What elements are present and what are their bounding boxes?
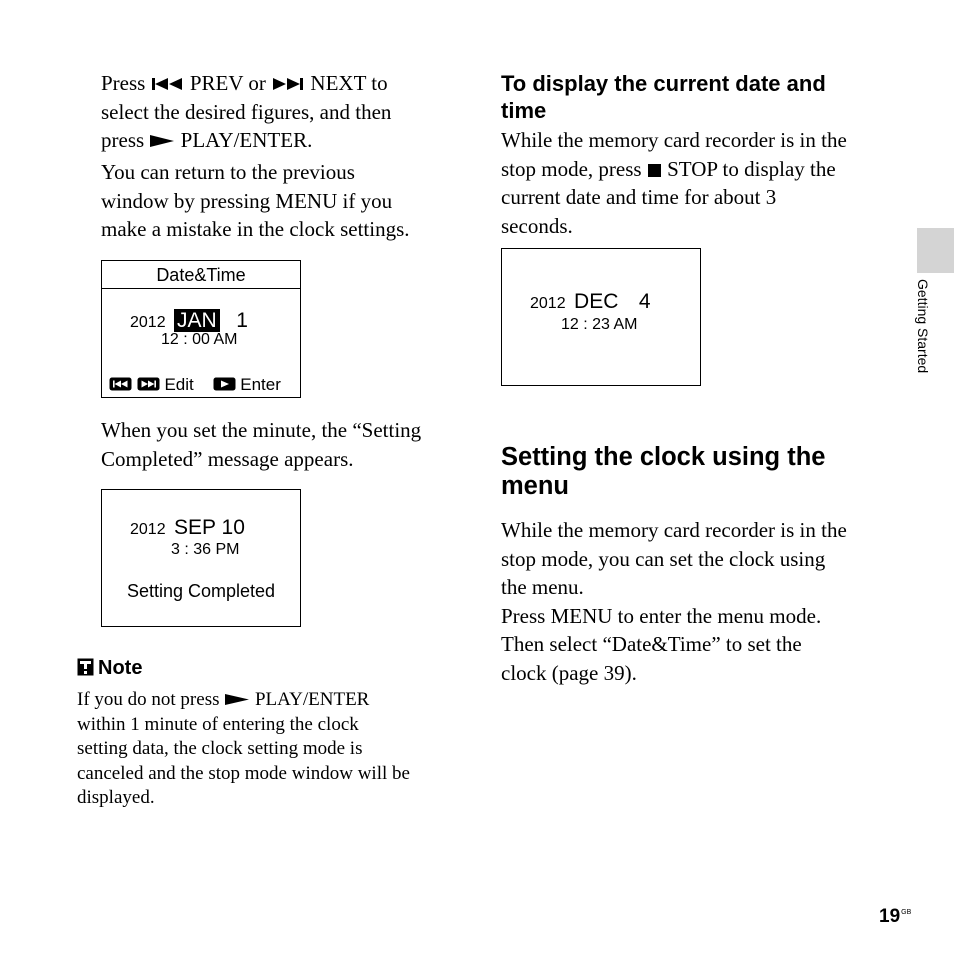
setting-completed-screen (101, 489, 301, 627)
note-text: If you do not press PLAY/ENTER within 1 minute of entering the clock setting data, the clock setting mode is canceled and the stop mode window will be displayed. (77, 689, 410, 808)
time-value: 12 : 00 AM (161, 331, 238, 348)
time-value: 3 : 36 PM (171, 541, 240, 558)
month-day-value: SEP 10 (174, 516, 245, 539)
current-date-screen (501, 248, 701, 386)
page-number: $19^{GB}$ (879, 906, 912, 927)
completed-message: Setting Completed (126, 581, 276, 601)
minute-paragraph: When you set the minute, the “Setting Completed” message appears. (101, 418, 422, 471)
day-value: 4 (638, 290, 651, 313)
note-icon (77, 658, 94, 676)
display-date-paragraph: While the memory card recorder is in the stop mode, press STOP to display the current date and time for about 3 seconds. (501, 128, 847, 238)
month-value: DEC (574, 290, 619, 313)
page-suffix: GB (901, 909, 912, 916)
section-paragraph: While the memory card recorder is in the stop mode, you can set the clock using the menu. Press MENU to enter the menu mode. Then select “Date&Time” to set the clock (page 39). (501, 518, 847, 685)
date-time-screen (101, 260, 301, 398)
side-tab-label: Getting Started (915, 279, 931, 374)
year-value: 2012 (530, 295, 566, 312)
return-paragraph: You can return to the previous window by pressing MENU if you make a mistake in the clock settings. (101, 160, 410, 241)
year-value: 2012 (130, 314, 166, 331)
screen-title: Date&Time (102, 261, 300, 289)
side-tab-marker (917, 228, 954, 273)
day-value: 1 (236, 309, 248, 332)
play-icon (224, 693, 250, 706)
stop-icon (647, 163, 662, 177)
next-icon (271, 77, 305, 91)
year-value: 2012 (130, 521, 166, 538)
time-value: 12 : 23 AM (561, 316, 638, 333)
note-heading: Note (77, 657, 142, 680)
step-instruction: Press PREV or NEXT to select the desired figures, and then press PLAY/ENTER. (101, 71, 392, 152)
play-icon (149, 134, 175, 148)
display-date-heading: To display the current date and time (501, 71, 826, 123)
enter-label: Enter (240, 375, 281, 394)
prev-icon (151, 77, 185, 91)
month-value-selected: JAN (174, 309, 220, 332)
edit-label: Edit (164, 375, 194, 394)
next-key-icon (137, 377, 160, 391)
section-heading: Setting the clock using the menu (501, 443, 826, 500)
prev-key-icon (109, 377, 132, 391)
play-key-icon (213, 377, 236, 391)
